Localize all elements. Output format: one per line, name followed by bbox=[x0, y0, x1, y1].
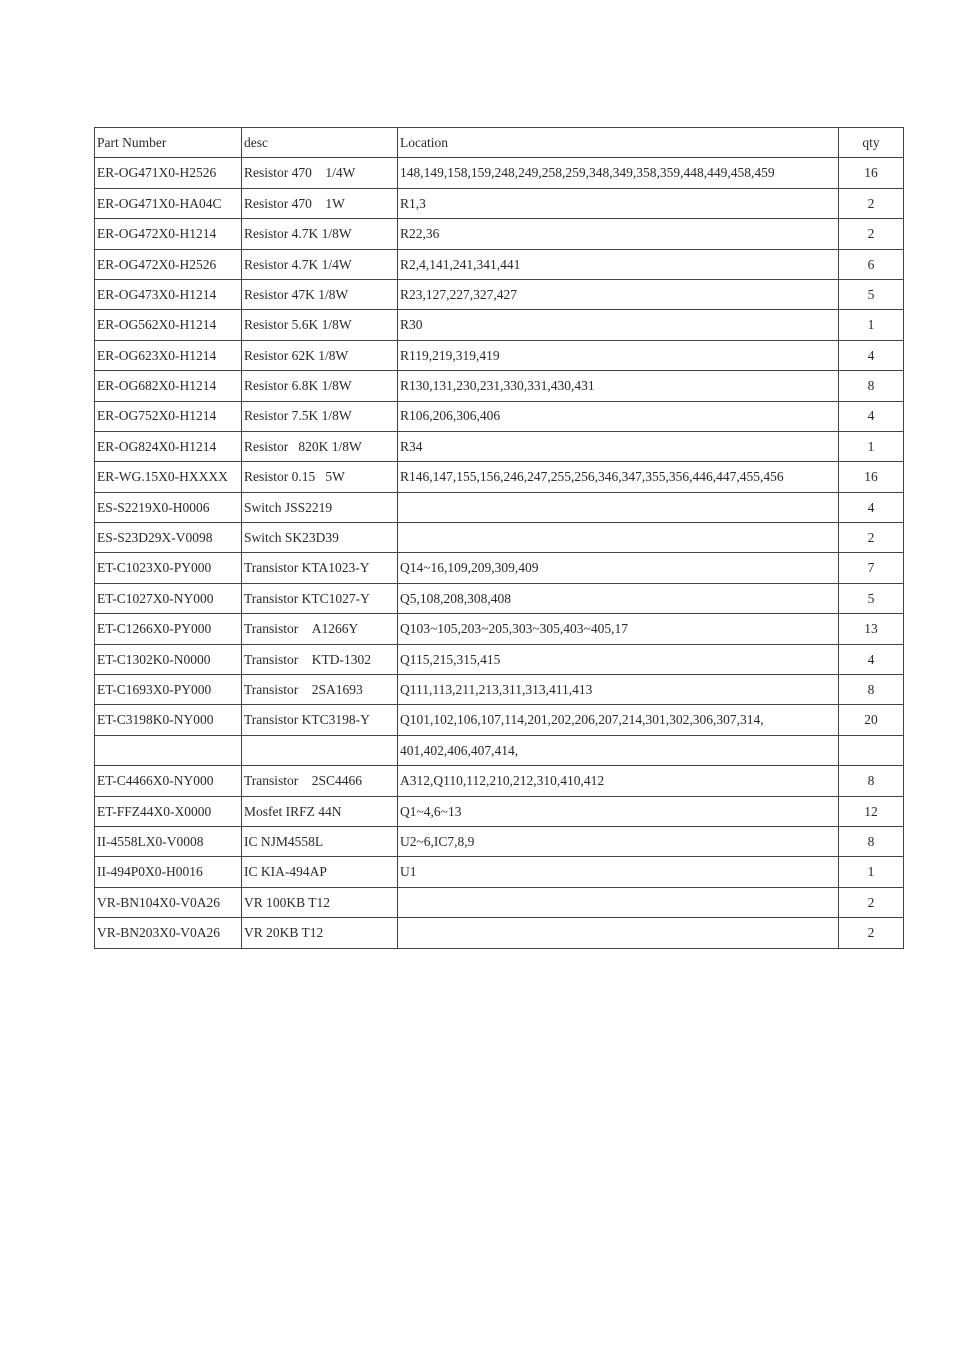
cell-qty: 4 bbox=[839, 401, 904, 431]
table-row bbox=[95, 675, 904, 705]
cell-desc: Transistor KTD-1302 bbox=[242, 644, 398, 674]
cell-qty: 1 bbox=[839, 310, 904, 340]
table-row bbox=[95, 857, 904, 887]
table-row bbox=[95, 705, 904, 735]
cell-part-number: ET-C1302K0-N0000 bbox=[95, 644, 242, 674]
cell-part-number: ER-OG472X0-H2526 bbox=[95, 249, 242, 279]
cell-location: Q1~4,6~13 bbox=[398, 796, 839, 826]
cell-qty bbox=[839, 735, 904, 765]
cell-qty: 2 bbox=[839, 188, 904, 218]
table-header-row bbox=[95, 128, 904, 158]
cell-desc: Transistor 2SC4466 bbox=[242, 766, 398, 796]
cell-desc bbox=[242, 735, 398, 765]
cell-part-number: ER-OG471X0-H2526 bbox=[95, 158, 242, 188]
cell-part-number: ER-OG752X0-H1214 bbox=[95, 401, 242, 431]
cell-desc: Resistor 7.5K 1/8W bbox=[242, 401, 398, 431]
cell-desc: Resistor 470 1/4W bbox=[242, 158, 398, 188]
cell-part-number: ET-FFZ44X0-X0000 bbox=[95, 796, 242, 826]
cell-part-number: VR-BN203X0-V0A26 bbox=[95, 918, 242, 948]
cell-part-number: ET-C1266X0-PY000 bbox=[95, 614, 242, 644]
cell-part-number: ET-C1027X0-NY000 bbox=[95, 583, 242, 613]
cell-desc: VR 100KB T12 bbox=[242, 887, 398, 917]
cell-part-number: ER-OG824X0-H1214 bbox=[95, 431, 242, 461]
table-row bbox=[95, 614, 904, 644]
cell-desc: IC KIA-494AP bbox=[242, 857, 398, 887]
table-row bbox=[95, 401, 904, 431]
header-location: Location bbox=[398, 128, 839, 158]
cell-location: 401,402,406,407,414, bbox=[398, 735, 839, 765]
cell-qty: 6 bbox=[839, 249, 904, 279]
cell-part-number: ES-S23D29X-V0098 bbox=[95, 523, 242, 553]
cell-qty: 4 bbox=[839, 340, 904, 370]
cell-part-number: ET-C1023X0-PY000 bbox=[95, 553, 242, 583]
cell-part-number: VR-BN104X0-V0A26 bbox=[95, 887, 242, 917]
cell-location: Q111,113,211,213,311,313,411,413 bbox=[398, 675, 839, 705]
cell-part-number: ET-C3198K0-NY000 bbox=[95, 705, 242, 735]
cell-location: Q101,102,106,107,114,201,202,206,207,214,301,302,306,307,314, bbox=[398, 705, 839, 735]
cell-part-number: II-494P0X0-H0016 bbox=[95, 857, 242, 887]
header-qty: qty bbox=[839, 128, 904, 158]
table-row bbox=[95, 887, 904, 917]
cell-desc: Resistor 6.8K 1/8W bbox=[242, 371, 398, 401]
table-row bbox=[95, 340, 904, 370]
cell-location bbox=[398, 492, 839, 522]
cell-location: R34 bbox=[398, 431, 839, 461]
cell-location: Q103~105,203~205,303~305,403~405,17 bbox=[398, 614, 839, 644]
table-row bbox=[95, 310, 904, 340]
cell-qty: 16 bbox=[839, 158, 904, 188]
table-row bbox=[95, 583, 904, 613]
cell-location: R2,4,141,241,341,441 bbox=[398, 249, 839, 279]
cell-part-number: ET-C4466X0-NY000 bbox=[95, 766, 242, 796]
cell-location: R1,3 bbox=[398, 188, 839, 218]
cell-desc: Transistor 2SA1693 bbox=[242, 675, 398, 705]
cell-location: 148,149,158,159,248,249,258,259,348,349,358,359,448,449,458,459 bbox=[398, 158, 839, 188]
cell-qty: 12 bbox=[839, 796, 904, 826]
cell-part-number: II-4558LX0-V0008 bbox=[95, 826, 242, 856]
cell-part-number: ET-C1693X0-PY000 bbox=[95, 675, 242, 705]
cell-location bbox=[398, 918, 839, 948]
cell-desc: Switch JSS2219 bbox=[242, 492, 398, 522]
cell-location: R23,127,227,327,427 bbox=[398, 279, 839, 309]
table-row bbox=[95, 158, 904, 188]
cell-location: R146,147,155,156,246,247,255,256,346,347,355,356,446,447,455,456 bbox=[398, 462, 839, 492]
table-row bbox=[95, 462, 904, 492]
header-desc: desc bbox=[242, 128, 398, 158]
table-row bbox=[95, 371, 904, 401]
cell-desc: Resistor 470 1W bbox=[242, 188, 398, 218]
cell-qty: 16 bbox=[839, 462, 904, 492]
table-row bbox=[95, 918, 904, 948]
cell-part-number: ER-OG472X0-H1214 bbox=[95, 219, 242, 249]
table-row bbox=[95, 188, 904, 218]
table-row bbox=[95, 766, 904, 796]
cell-qty: 1 bbox=[839, 857, 904, 887]
cell-location: A312,Q110,112,210,212,310,410,412 bbox=[398, 766, 839, 796]
cell-qty: 2 bbox=[839, 918, 904, 948]
cell-desc: IC NJM4558L bbox=[242, 826, 398, 856]
cell-part-number bbox=[95, 735, 242, 765]
cell-location: U2~6,IC7,8,9 bbox=[398, 826, 839, 856]
cell-location: Q14~16,109,209,309,409 bbox=[398, 553, 839, 583]
cell-qty: 13 bbox=[839, 614, 904, 644]
cell-part-number: ER-OG562X0-H1214 bbox=[95, 310, 242, 340]
cell-qty: 8 bbox=[839, 371, 904, 401]
cell-desc: Resistor 4.7K 1/8W bbox=[242, 219, 398, 249]
bom-table bbox=[94, 127, 904, 949]
table-row bbox=[95, 735, 904, 765]
cell-qty: 7 bbox=[839, 553, 904, 583]
cell-qty: 2 bbox=[839, 523, 904, 553]
cell-desc: Resistor 820K 1/8W bbox=[242, 431, 398, 461]
cell-qty: 5 bbox=[839, 279, 904, 309]
cell-location bbox=[398, 523, 839, 553]
cell-qty: 4 bbox=[839, 492, 904, 522]
table-row bbox=[95, 279, 904, 309]
cell-desc: Mosfet IRFZ 44N bbox=[242, 796, 398, 826]
cell-desc: Transistor KTC3198-Y bbox=[242, 705, 398, 735]
cell-qty: 8 bbox=[839, 675, 904, 705]
cell-desc: Switch SK23D39 bbox=[242, 523, 398, 553]
table-row bbox=[95, 249, 904, 279]
table-row bbox=[95, 826, 904, 856]
cell-location: R106,206,306,406 bbox=[398, 401, 839, 431]
cell-location: R119,219,319,419 bbox=[398, 340, 839, 370]
table-row bbox=[95, 644, 904, 674]
cell-qty: 5 bbox=[839, 583, 904, 613]
cell-location: U1 bbox=[398, 857, 839, 887]
cell-qty: 2 bbox=[839, 887, 904, 917]
table-row bbox=[95, 523, 904, 553]
cell-desc: Resistor 0.15 5W bbox=[242, 462, 398, 492]
cell-part-number: ER-OG473X0-H1214 bbox=[95, 279, 242, 309]
cell-qty: 8 bbox=[839, 826, 904, 856]
header-part-number: Part Number bbox=[95, 128, 242, 158]
cell-desc: VR 20KB T12 bbox=[242, 918, 398, 948]
cell-location: R30 bbox=[398, 310, 839, 340]
cell-location: R130,131,230,231,330,331,430,431 bbox=[398, 371, 839, 401]
table-row bbox=[95, 219, 904, 249]
cell-part-number: ER-OG682X0-H1214 bbox=[95, 371, 242, 401]
cell-desc: Resistor 4.7K 1/4W bbox=[242, 249, 398, 279]
cell-desc: Resistor 5.6K 1/8W bbox=[242, 310, 398, 340]
cell-part-number: ES-S2219X0-H0006 bbox=[95, 492, 242, 522]
table-row bbox=[95, 553, 904, 583]
table-row bbox=[95, 492, 904, 522]
cell-location: Q115,215,315,415 bbox=[398, 644, 839, 674]
cell-part-number: ER-WG.15X0-HXXXX bbox=[95, 462, 242, 492]
cell-desc: Transistor A1266Y bbox=[242, 614, 398, 644]
cell-location: Q5,108,208,308,408 bbox=[398, 583, 839, 613]
cell-desc: Transistor KTA1023-Y bbox=[242, 553, 398, 583]
cell-desc: Resistor 62K 1/8W bbox=[242, 340, 398, 370]
table-row bbox=[95, 796, 904, 826]
cell-qty: 8 bbox=[839, 766, 904, 796]
cell-part-number: ER-OG471X0-HA04C bbox=[95, 188, 242, 218]
cell-qty: 1 bbox=[839, 431, 904, 461]
cell-part-number: ER-OG623X0-H1214 bbox=[95, 340, 242, 370]
cell-location bbox=[398, 887, 839, 917]
table-body bbox=[95, 158, 904, 948]
table-row bbox=[95, 431, 904, 461]
cell-qty: 20 bbox=[839, 705, 904, 735]
cell-desc: Transistor KTC1027-Y bbox=[242, 583, 398, 613]
cell-location: R22,36 bbox=[398, 219, 839, 249]
cell-desc: Resistor 47K 1/8W bbox=[242, 279, 398, 309]
cell-qty: 4 bbox=[839, 644, 904, 674]
cell-qty: 2 bbox=[839, 219, 904, 249]
